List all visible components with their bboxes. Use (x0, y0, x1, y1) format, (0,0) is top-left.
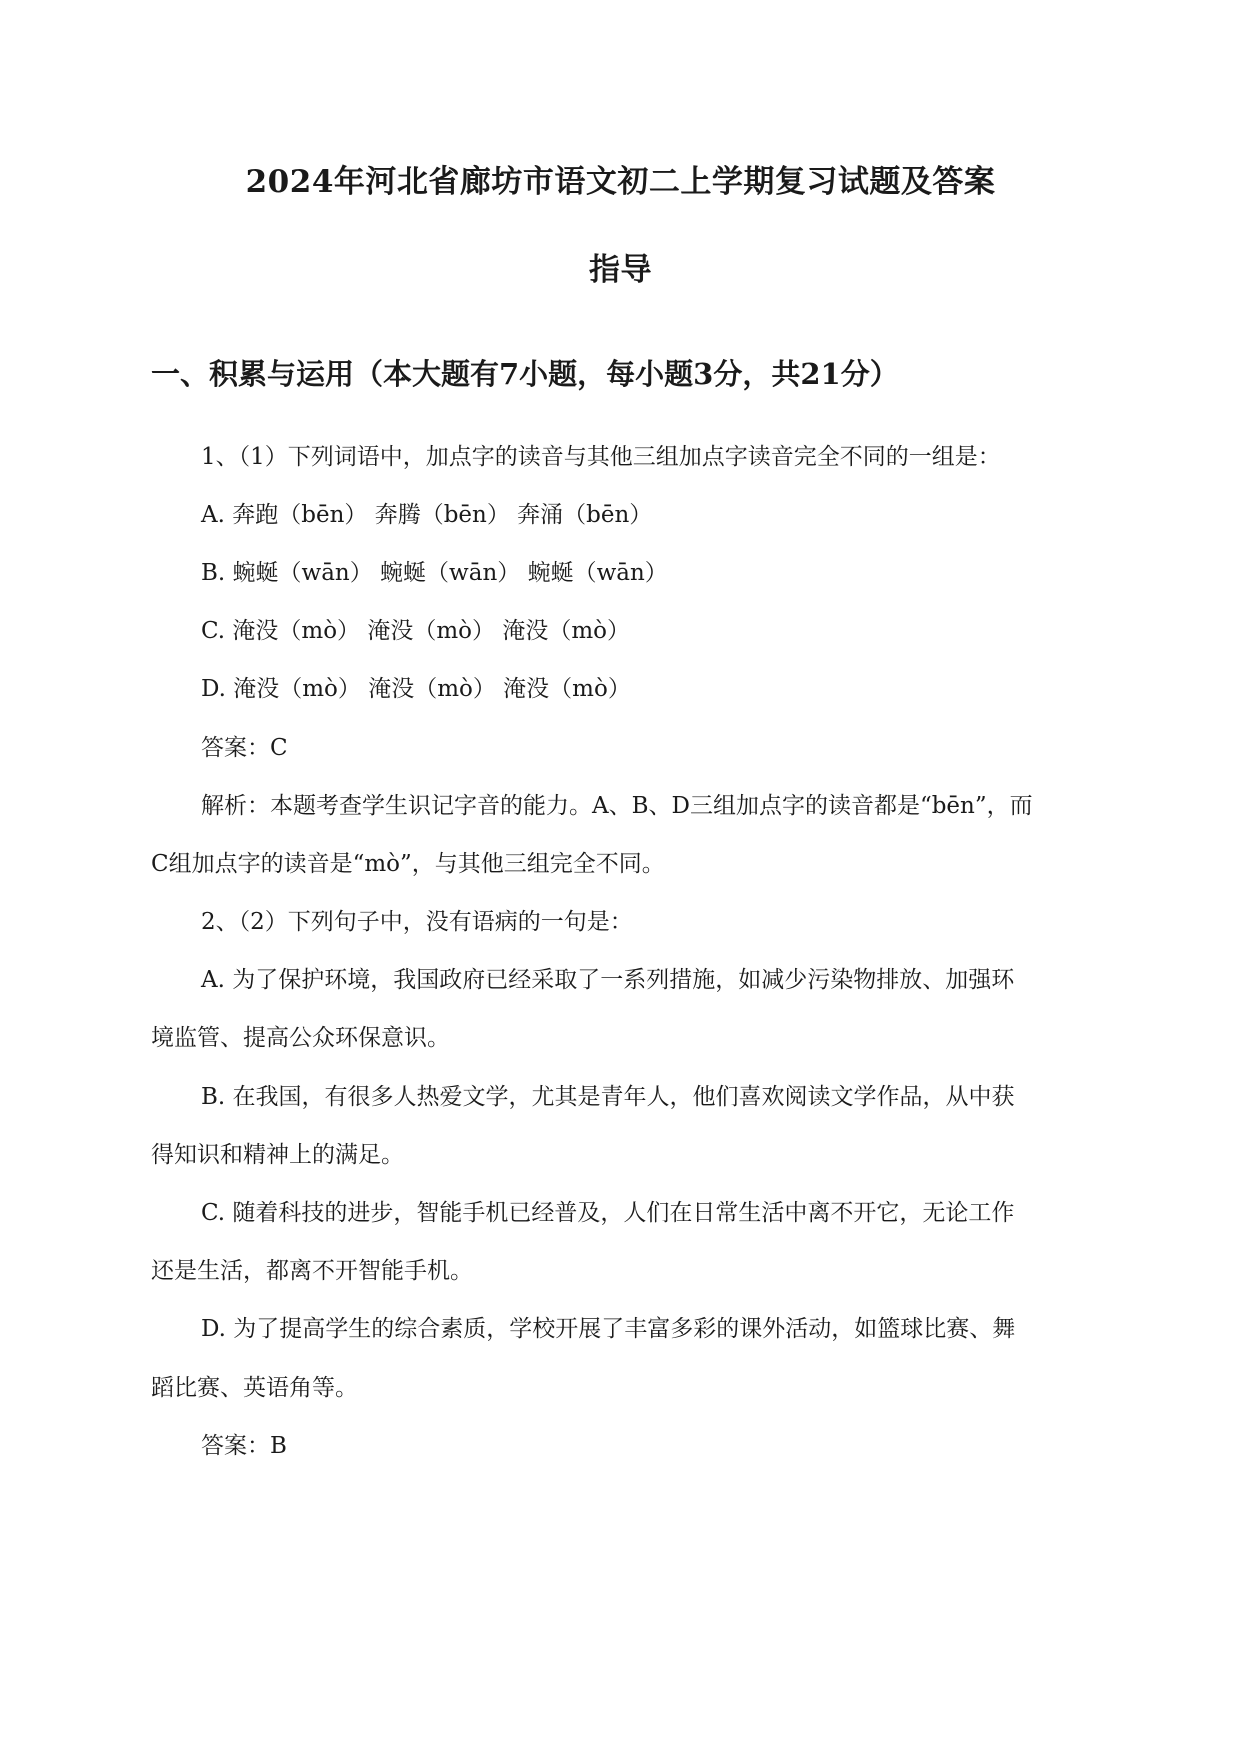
document-title-line1: 2024年河北省廊坊市语文初二上学期复习试题及答案 (245, 164, 996, 200)
q2-option-b-line2: 得知识和精神上的满足。 (151, 1142, 404, 1168)
q1-analysis-line2: C组加点字的读音是“mò”，与其他三组完全不同。 (151, 851, 665, 877)
section-heading: 一、积累与运用（本大题有7小题，每小题3分，共21分） (151, 357, 899, 391)
document-title-line2: 指导 (589, 252, 652, 288)
q2-option-b-line1: B. 在我国，有很多人热爱文学，尤其是青年人，他们喜欢阅读文学作品，从中获 (201, 1084, 1015, 1110)
q1-option-b: B. 蜿蜒（wān） 蜿蜒（wān） 蜿蜒（wān） (201, 560, 668, 586)
q2-option-c-line1: C. 随着科技的进步，智能手机已经普及，人们在日常生活中离不开它，无论工作 (201, 1200, 1015, 1226)
q1-stem: 1、（1）下列词语中，加点字的读音与其他三组加点字读音完全不同的一组是： (201, 444, 1001, 470)
q1-answer: 答案：C (201, 735, 288, 761)
q1-option-c: C. 淹没（mò） 淹没（mò） 淹没（mò） (201, 618, 630, 644)
q2-option-a-line2: 境监管、提高公众环保意识。 (151, 1025, 450, 1051)
q1-option-a: A. 奔跑（bēn） 奔腾（bēn） 奔涌（bēn） (201, 502, 653, 528)
q2-answer: 答案：B (201, 1433, 287, 1459)
q2-option-a-line1: A. 为了保护环境，我国政府已经采取了一系列措施，如减少污染物排放、加强环 (201, 967, 1015, 993)
q1-option-d: D. 淹没（mò） 淹没（mò） 淹没（mò） (201, 676, 631, 702)
q2-stem: 2、（2）下列句子中，没有语病的一句是： (201, 909, 633, 935)
q1-analysis-line1: 解析：本题考查学生识记字音的能力。A、B、D三组加点字的读音都是“bēn”，而 (201, 793, 1033, 819)
q2-option-c-line2: 还是生活，都离不开智能手机。 (151, 1258, 473, 1284)
q2-option-d-line1: D. 为了提高学生的综合素质，学校开展了丰富多彩的课外活动，如篮球比赛、舞 (201, 1316, 1016, 1342)
q2-option-d-line2: 蹈比赛、英语角等。 (151, 1375, 358, 1401)
